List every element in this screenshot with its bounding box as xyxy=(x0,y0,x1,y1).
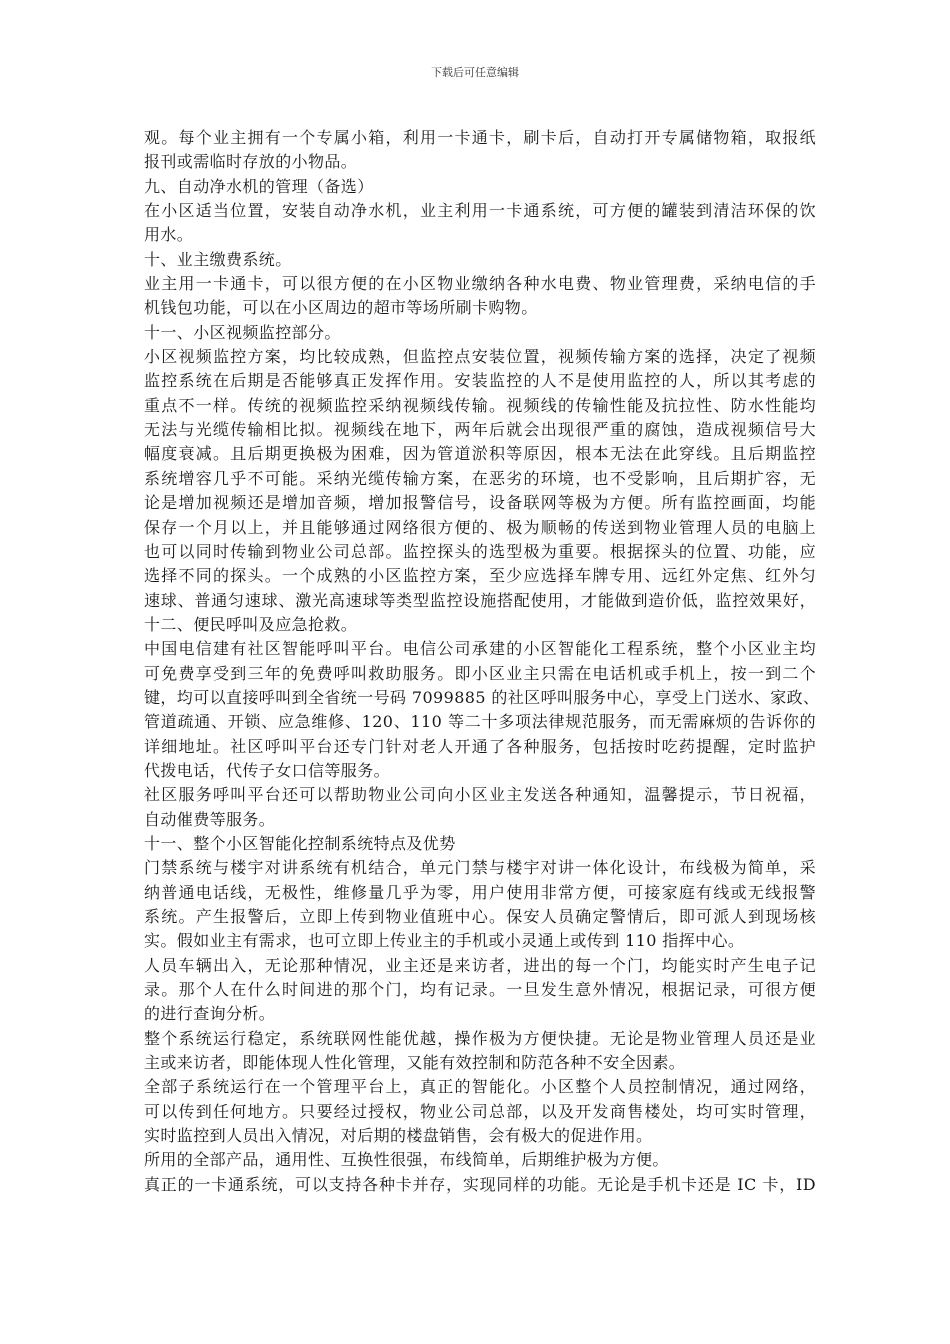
text-line: 观。每个业主拥有一个专属小箱，利用一卡通卡，刷卡后，自动打开专属储物箱，取报纸 xyxy=(144,128,816,147)
text-line: 的进行查询分析。 xyxy=(144,1004,276,1024)
text-line: 全部子系统运行在一个管理平台上，真正的智能化。小区整个人员控制情况，通过网络， xyxy=(144,1077,816,1097)
document-body xyxy=(144,126,820,1197)
text-line: 用水。 xyxy=(144,225,194,245)
text-line: 十、业主缴费系统。 xyxy=(144,249,292,269)
text-line: 人员车辆出入，无论那种情况，业主还是来访者，进出的每一个门，均能实时产生电子记 xyxy=(144,955,816,975)
text-line: 在小区适当位置，安装自动净水机，业主利用一卡通系统，可方便的罐装到清洁环保的饮 xyxy=(144,201,816,221)
text-line: 门禁系统与楼宇对讲系统有机结合，单元门禁与楼宇对讲一体化设计，布线极为简单，采 xyxy=(144,858,816,878)
text-line: 监控系统在后期是否能够真正发挥作用。安装监控的人不是使用监控的人，所以其考虑的 xyxy=(144,371,816,391)
text-line: 论是增加视频还是增加音频，增加报警信号，设备联网等极为方便。所有监控画面，均能 xyxy=(144,493,816,513)
text-line: 中国电信建有社区智能呼叫平台。电信公司承建的小区智能化工程系统，整个小区业主均 xyxy=(144,639,816,659)
text-line: 实时监控到人员出入情况，对后期的楼盘销售，会有极大的促进作用。 xyxy=(144,1126,653,1146)
text-line: 可免费享受到三年的免费呼叫救助服务。即小区业主只需在电话机或手机上，按一到二个 xyxy=(144,663,816,683)
text-line: 社区服务呼叫平台还可以帮助物业公司向小区业主发送各种通知，温馨提示，节日祝福， xyxy=(144,785,816,805)
text-line: 小区视频监控方案，均比较成熟，但监控点安装位置，视频传输方案的选择，决定了视频 xyxy=(144,347,816,367)
text-line: 真正的一卡通系统，可以支持各种卡并存，实现同样的功能。无论是手机卡还是 IC 卡，ID xyxy=(144,1174,816,1194)
text-line: 机钱包功能，可以在小区周边的超市等场所刷卡购物。 xyxy=(144,298,538,318)
text-line: 业主用一卡通卡，可以很方便的在小区物业缴纳各种水电费、物业管理费，采纳电信的手 xyxy=(144,274,816,294)
text-line: 选择不同的探头。一个成熟的小区监控方案，至少应选择车牌专用、远红外定焦、红外匀 xyxy=(144,566,816,586)
text-line: 自动催费等服务。 xyxy=(144,809,276,829)
text-line: 详细地址。社区呼叫平台还专门针对老人开通了各种服务，包括按时吃药提醒，定时监护 xyxy=(144,736,816,756)
text-line: 管道疏通、开锁、应急维修、120、110 等二十多项法律规范服务，而无需麻烦的告诉你的 xyxy=(144,712,816,732)
text-line: 十二、便民呼叫及应急抢救。 xyxy=(144,614,358,634)
text-line: 幅度衰减。且后期更换极为困难，因为管道淤积等原因，根本无法在此穿线。且后期监控 xyxy=(144,444,816,464)
text-line: 重点不一样。传统的视频监控采纳视频线传输。视频线的传输性能及抗拉性、防水性能均 xyxy=(144,395,816,415)
page-header: 下载后可任意编辑 xyxy=(431,66,519,79)
text-line: 报刊或需临时存放的小物品。 xyxy=(144,152,358,172)
text-line: 纳普通电话线，无极性，维修量几乎为零，用户使用非常方便，可接家庭有线或无线报警 xyxy=(144,882,816,902)
text-line: 速球、普通匀速球、激光高速球等类型监控设施搭配使用，才能做到造价低，监控效果好， xyxy=(144,590,816,610)
text-line: 可以传到任何地方。只要经过授权，物业公司总部，以及开发商售楼处，均可实时管理， xyxy=(144,1101,816,1121)
text-line: 录。那个人在什么时间进的那个门，均有记录。一旦发生意外情况，根据记录，可很方便 xyxy=(144,980,816,1000)
text-line: 主或来访者，即能体现人性化管理，又能有效控制和防范各种不安全因素。 xyxy=(144,1053,686,1073)
text-line: 整个系统运行稳定，系统联网性能优越，操作极为方便快捷。无论是物业管理人员还是业 xyxy=(144,1028,816,1048)
text-line: 九、自动净水机的管理（备选） xyxy=(144,176,374,196)
text-line: 所用的全部产品，通用性、互换性很强，布线简单，后期维护极为方便。 xyxy=(144,1150,669,1170)
text-line: 系统增容几乎不可能。采纳光缆传输方案，在恶劣的环境，也不受影响，且后期扩容，无 xyxy=(144,468,816,488)
text-line: 保存一个月以上，并且能够通过网络很方便的、极为顺畅的传送到物业管理人员的电脑上 xyxy=(144,517,816,537)
text-line: 键，均可以直接呼叫到全省统一号码 7099885 的社区呼叫服务中心，享受上门送水、家政、 xyxy=(144,687,820,707)
text-line: 十一、整个小区智能化控制系统特点及优势 xyxy=(144,833,456,853)
text-line: 也可以同时传输到物业公司总部。监控探头的选型极为重要。根据探头的位置、功能，应 xyxy=(144,541,816,561)
text-line: 代拨电话，代传子女口信等服务。 xyxy=(144,760,391,780)
text-line: 实。假如业主有需求，也可立即上传业主的手机或小灵通上或传到 110 指挥中心。 xyxy=(144,931,745,951)
text-line: 无法与光缆传输相比拟。视频线在地下，两年后就会出现很严重的腐蚀，造成视频信号大 xyxy=(144,420,816,440)
text-line: 系统。产生报警后，立即上传到物业值班中心。保安人员确定警情后，即可派人到现场核 xyxy=(144,907,816,926)
text-line: 十一、小区视频监控部分。 xyxy=(144,322,341,342)
